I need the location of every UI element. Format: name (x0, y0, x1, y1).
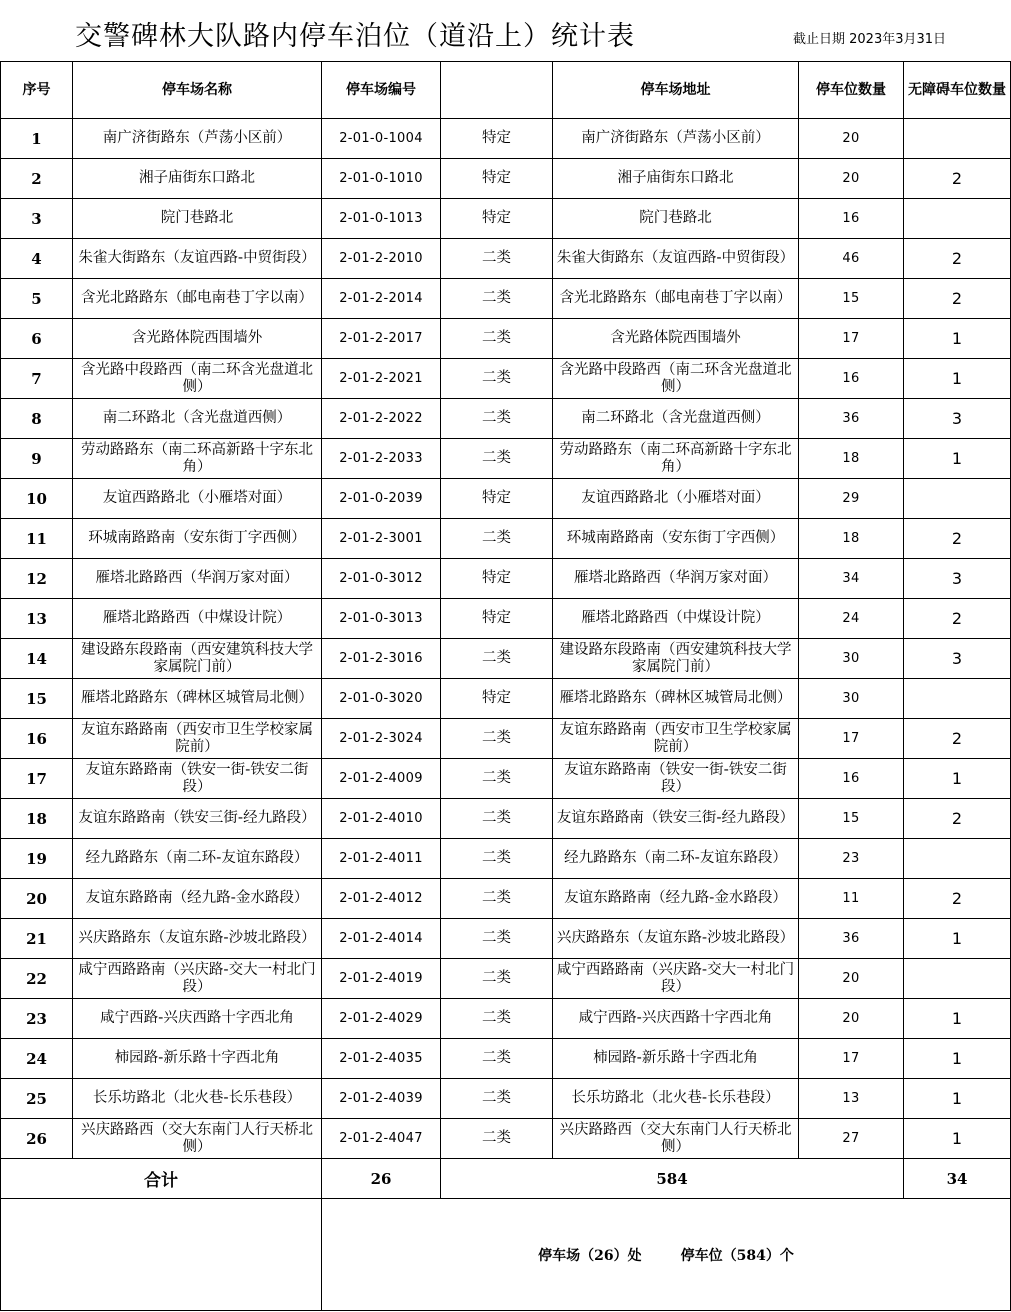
row-accessible: 2 (904, 279, 1011, 319)
table-row (1, 319, 1011, 359)
total-row (1, 1159, 1011, 1199)
row-spaces: 16 (799, 199, 904, 239)
row-code: 2-01-2-4014 (322, 919, 441, 959)
row-spaces: 16 (799, 359, 904, 399)
row-accessible: 1 (904, 439, 1011, 479)
row-address: 友谊西路路北（小雁塔对面） (553, 479, 799, 519)
row-index: 22 (1, 959, 73, 999)
table-row (1, 759, 1011, 799)
row-accessible: 3 (904, 639, 1011, 679)
row-spaces: 18 (799, 519, 904, 559)
row-type: 特定 (441, 199, 553, 239)
header-code: 停车场编号 (322, 62, 441, 119)
row-spaces: 24 (799, 599, 904, 639)
row-accessible: 2 (904, 719, 1011, 759)
row-address: 友谊东路路南（铁安三街-经九路段） (553, 799, 799, 839)
table-row (1, 879, 1011, 919)
table-row (1, 399, 1011, 439)
row-name: 经九路路东（南二环-友谊东路段） (73, 839, 322, 879)
row-index: 11 (1, 519, 73, 559)
page-title: 交警碑林大队路内停车泊位（道沿上）统计表 (75, 21, 635, 52)
cutoff-date: 截止日期 2023年3月31日 (793, 32, 947, 47)
row-accessible: 1 (904, 759, 1011, 799)
row-accessible: 2 (904, 879, 1011, 919)
row-name: 南广济街路东（芦荡小区前） (73, 119, 322, 159)
header-index: 序号 (1, 62, 73, 119)
row-index: 26 (1, 1119, 73, 1159)
row-type: 特定 (441, 679, 553, 719)
row-spaces: 20 (799, 999, 904, 1039)
table-row (1, 919, 1011, 959)
row-type: 二类 (441, 279, 553, 319)
row-type: 二类 (441, 1039, 553, 1079)
row-code: 2-01-2-4035 (322, 1039, 441, 1079)
row-code: 2-01-2-3016 (322, 639, 441, 679)
row-type: 二类 (441, 719, 553, 759)
table-row (1, 559, 1011, 599)
row-accessible: 2 (904, 599, 1011, 639)
row-spaces: 18 (799, 439, 904, 479)
row-name: 友谊东路路南（铁安三街-经九路段） (73, 799, 322, 839)
row-type: 二类 (441, 319, 553, 359)
row-index: 9 (1, 439, 73, 479)
row-code: 2-01-2-2010 (322, 239, 441, 279)
table-row (1, 279, 1011, 319)
row-accessible (904, 679, 1011, 719)
row-name: 南二环路北（含光盘道西侧） (73, 399, 322, 439)
table-row (1, 719, 1011, 759)
row-accessible: 2 (904, 799, 1011, 839)
row-address: 南广济街路东（芦荡小区前） (553, 119, 799, 159)
row-address: 雁塔北路路西（华润万家对面） (553, 559, 799, 599)
table-row (1, 959, 1011, 999)
row-spaces: 36 (799, 399, 904, 439)
summary-text: 停车场（26）处 停车位（584）个 (322, 1199, 1011, 1311)
row-code: 2-01-2-4010 (322, 799, 441, 839)
row-name: 建设路东段路南（西安建筑科技大学家属院门前） (73, 639, 322, 679)
table-row (1, 119, 1011, 159)
row-type: 特定 (441, 159, 553, 199)
table-row (1, 359, 1011, 399)
row-address: 建设路东段路南（西安建筑科技大学家属院门前） (553, 639, 799, 679)
row-code: 2-01-2-2017 (322, 319, 441, 359)
row-code: 2-01-0-3020 (322, 679, 441, 719)
table-body (1, 119, 1011, 1159)
row-name: 雁塔北路路西（中煤设计院） (73, 599, 322, 639)
row-name: 长乐坊路北（北火巷-长乐巷段） (73, 1079, 322, 1119)
header-row (1, 62, 1011, 119)
row-accessible (904, 479, 1011, 519)
row-accessible: 1 (904, 919, 1011, 959)
row-name: 含光北路路东（邮电南巷丁字以南） (73, 279, 322, 319)
row-address: 咸宁西路路南（兴庆路-交大一村北门段） (553, 959, 799, 999)
row-spaces: 29 (799, 479, 904, 519)
row-index: 4 (1, 239, 73, 279)
row-type: 二类 (441, 1079, 553, 1119)
header-spaces: 停车位数量 (799, 62, 904, 119)
row-code: 2-01-2-4047 (322, 1119, 441, 1159)
row-address: 咸宁西路-兴庆西路十字西北角 (553, 999, 799, 1039)
row-index: 12 (1, 559, 73, 599)
row-type: 二类 (441, 999, 553, 1039)
row-accessible: 3 (904, 399, 1011, 439)
row-index: 16 (1, 719, 73, 759)
row-address: 南二环路北（含光盘道西侧） (553, 399, 799, 439)
row-spaces: 17 (799, 319, 904, 359)
row-name: 友谊东路路南（铁安一街-铁安二街段） (73, 759, 322, 799)
row-name: 朱雀大街路东（友谊西路-中贸街段） (73, 239, 322, 279)
row-address: 兴庆路路西（交大东南门人行天桥北侧） (553, 1119, 799, 1159)
row-spaces: 15 (799, 279, 904, 319)
row-accessible: 3 (904, 559, 1011, 599)
row-code: 2-01-0-1013 (322, 199, 441, 239)
row-spaces: 23 (799, 839, 904, 879)
header-name: 停车场名称 (73, 62, 322, 119)
row-code: 2-01-2-2014 (322, 279, 441, 319)
row-name: 雁塔北路路东（碑林区城管局北侧） (73, 679, 322, 719)
row-index: 21 (1, 919, 73, 959)
row-code: 2-01-2-4019 (322, 959, 441, 999)
row-index: 15 (1, 679, 73, 719)
row-address: 含光北路路东（邮电南巷丁字以南） (553, 279, 799, 319)
row-index: 3 (1, 199, 73, 239)
row-index: 19 (1, 839, 73, 879)
row-type: 二类 (441, 359, 553, 399)
row-code: 2-01-0-1004 (322, 119, 441, 159)
row-accessible (904, 839, 1011, 879)
row-name: 雁塔北路路西（华润万家对面） (73, 559, 322, 599)
row-name: 友谊东路路南（西安市卫生学校家属院前） (73, 719, 322, 759)
row-address: 兴庆路路东（友谊东路-沙坡北路段） (553, 919, 799, 959)
row-address: 环城南路路南（安东街丁字西侧） (553, 519, 799, 559)
row-index: 17 (1, 759, 73, 799)
row-spaces: 13 (799, 1079, 904, 1119)
row-name: 院门巷路北 (73, 199, 322, 239)
header-type (441, 62, 553, 119)
row-spaces: 11 (799, 879, 904, 919)
row-address: 长乐坊路北（北火巷-长乐巷段） (553, 1079, 799, 1119)
row-name: 含光路体院西围墙外 (73, 319, 322, 359)
row-address: 院门巷路北 (553, 199, 799, 239)
row-accessible: 2 (904, 239, 1011, 279)
table-row (1, 1039, 1011, 1079)
row-accessible: 2 (904, 519, 1011, 559)
row-code: 2-01-2-2022 (322, 399, 441, 439)
row-accessible: 1 (904, 1119, 1011, 1159)
row-name: 湘子庙街东口路北 (73, 159, 322, 199)
row-type: 二类 (441, 519, 553, 559)
table-row (1, 1079, 1011, 1119)
row-index: 18 (1, 799, 73, 839)
row-name: 柿园路-新乐路十字西北角 (73, 1039, 322, 1079)
row-spaces: 34 (799, 559, 904, 599)
row-code: 2-01-2-3024 (322, 719, 441, 759)
row-type: 二类 (441, 439, 553, 479)
row-index: 13 (1, 599, 73, 639)
row-type: 二类 (441, 639, 553, 679)
row-type: 二类 (441, 879, 553, 919)
table-row (1, 199, 1011, 239)
row-index: 1 (1, 119, 73, 159)
row-type: 特定 (441, 479, 553, 519)
row-name: 环城南路路南（安东街丁字西侧） (73, 519, 322, 559)
row-spaces: 36 (799, 919, 904, 959)
row-address: 友谊东路路南（西安市卫生学校家属院前） (553, 719, 799, 759)
row-index: 2 (1, 159, 73, 199)
row-spaces: 20 (799, 959, 904, 999)
row-type: 二类 (441, 919, 553, 959)
row-type: 二类 (441, 239, 553, 279)
row-code: 2-01-2-4039 (322, 1079, 441, 1119)
row-type: 二类 (441, 1119, 553, 1159)
row-type: 二类 (441, 839, 553, 879)
row-address: 友谊东路路南（铁安一街-铁安二街段） (553, 759, 799, 799)
row-spaces: 46 (799, 239, 904, 279)
row-accessible: 1 (904, 359, 1011, 399)
table-row (1, 519, 1011, 559)
total-spaces: 584 (441, 1159, 904, 1199)
row-type: 二类 (441, 959, 553, 999)
table-row (1, 599, 1011, 639)
row-address: 友谊东路路南（经九路-金水路段） (553, 879, 799, 919)
row-name: 劳动路路东（南二环高新路十字东北角） (73, 439, 322, 479)
row-address: 经九路路东（南二环-友谊东路段） (553, 839, 799, 879)
row-spaces: 17 (799, 1039, 904, 1079)
row-index: 20 (1, 879, 73, 919)
row-spaces: 15 (799, 799, 904, 839)
parking-table (0, 61, 1011, 1311)
table-row (1, 839, 1011, 879)
row-code: 2-01-2-2021 (322, 359, 441, 399)
row-code: 2-01-2-4029 (322, 999, 441, 1039)
row-accessible (904, 119, 1011, 159)
table-row (1, 639, 1011, 679)
row-name: 兴庆路路西（交大东南门人行天桥北侧） (73, 1119, 322, 1159)
row-accessible: 1 (904, 999, 1011, 1039)
row-accessible: 1 (904, 319, 1011, 359)
row-address: 雁塔北路路东（碑林区城管局北侧） (553, 679, 799, 719)
header-accessible: 无障碍车位数量 (904, 62, 1011, 119)
row-code: 2-01-0-3013 (322, 599, 441, 639)
row-spaces: 30 (799, 639, 904, 679)
row-index: 10 (1, 479, 73, 519)
row-address: 朱雀大街路东（友谊西路-中贸街段） (553, 239, 799, 279)
row-index: 8 (1, 399, 73, 439)
total-label: 合计 (1, 1159, 322, 1199)
row-type: 二类 (441, 759, 553, 799)
row-address: 含光路体院西围墙外 (553, 319, 799, 359)
row-code: 2-01-2-4012 (322, 879, 441, 919)
table-row (1, 239, 1011, 279)
table-row (1, 479, 1011, 519)
row-code: 2-01-0-2039 (322, 479, 441, 519)
row-index: 5 (1, 279, 73, 319)
total-accessible: 34 (904, 1159, 1011, 1199)
row-name: 含光路中段路西（南二环含光盘道北侧） (73, 359, 322, 399)
row-code: 2-01-2-4011 (322, 839, 441, 879)
row-code: 2-01-2-4009 (322, 759, 441, 799)
row-name: 咸宁西路-兴庆西路十字西北角 (73, 999, 322, 1039)
row-code: 2-01-2-2033 (322, 439, 441, 479)
row-spaces: 27 (799, 1119, 904, 1159)
row-spaces: 20 (799, 159, 904, 199)
summary-blank-cell (1, 1199, 322, 1311)
total-count: 26 (322, 1159, 441, 1199)
row-index: 7 (1, 359, 73, 399)
table-row (1, 439, 1011, 479)
row-name: 友谊西路路北（小雁塔对面） (73, 479, 322, 519)
table-row (1, 159, 1011, 199)
row-address: 含光路中段路西（南二环含光盘道北侧） (553, 359, 799, 399)
row-type: 特定 (441, 559, 553, 599)
row-type: 特定 (441, 599, 553, 639)
row-address: 雁塔北路路西（中煤设计院） (553, 599, 799, 639)
row-index: 23 (1, 999, 73, 1039)
row-spaces: 30 (799, 679, 904, 719)
table-row (1, 799, 1011, 839)
row-index: 25 (1, 1079, 73, 1119)
row-name: 友谊东路路南（经九路-金水路段） (73, 879, 322, 919)
row-name: 咸宁西路路南（兴庆路-交大一村北门段） (73, 959, 322, 999)
row-accessible (904, 199, 1011, 239)
table-row (1, 999, 1011, 1039)
table-row (1, 679, 1011, 719)
row-type: 二类 (441, 399, 553, 439)
row-address: 柿园路-新乐路十字西北角 (553, 1039, 799, 1079)
row-index: 14 (1, 639, 73, 679)
table-row (1, 1119, 1011, 1159)
row-code: 2-01-0-1010 (322, 159, 441, 199)
row-type: 特定 (441, 119, 553, 159)
row-index: 6 (1, 319, 73, 359)
row-type: 二类 (441, 799, 553, 839)
row-address: 湘子庙街东口路北 (553, 159, 799, 199)
summary-row (1, 1199, 1011, 1311)
row-spaces: 17 (799, 719, 904, 759)
row-address: 劳动路路东（南二环高新路十字东北角） (553, 439, 799, 479)
row-code: 2-01-0-3012 (322, 559, 441, 599)
row-accessible: 1 (904, 1039, 1011, 1079)
row-spaces: 20 (799, 119, 904, 159)
row-accessible (904, 959, 1011, 999)
header-address: 停车场地址 (553, 62, 799, 119)
row-code: 2-01-2-3001 (322, 519, 441, 559)
row-accessible: 1 (904, 1079, 1011, 1119)
row-index: 24 (1, 1039, 73, 1079)
row-accessible: 2 (904, 159, 1011, 199)
row-name: 兴庆路路东（友谊东路-沙坡北路段） (73, 919, 322, 959)
row-spaces: 16 (799, 759, 904, 799)
